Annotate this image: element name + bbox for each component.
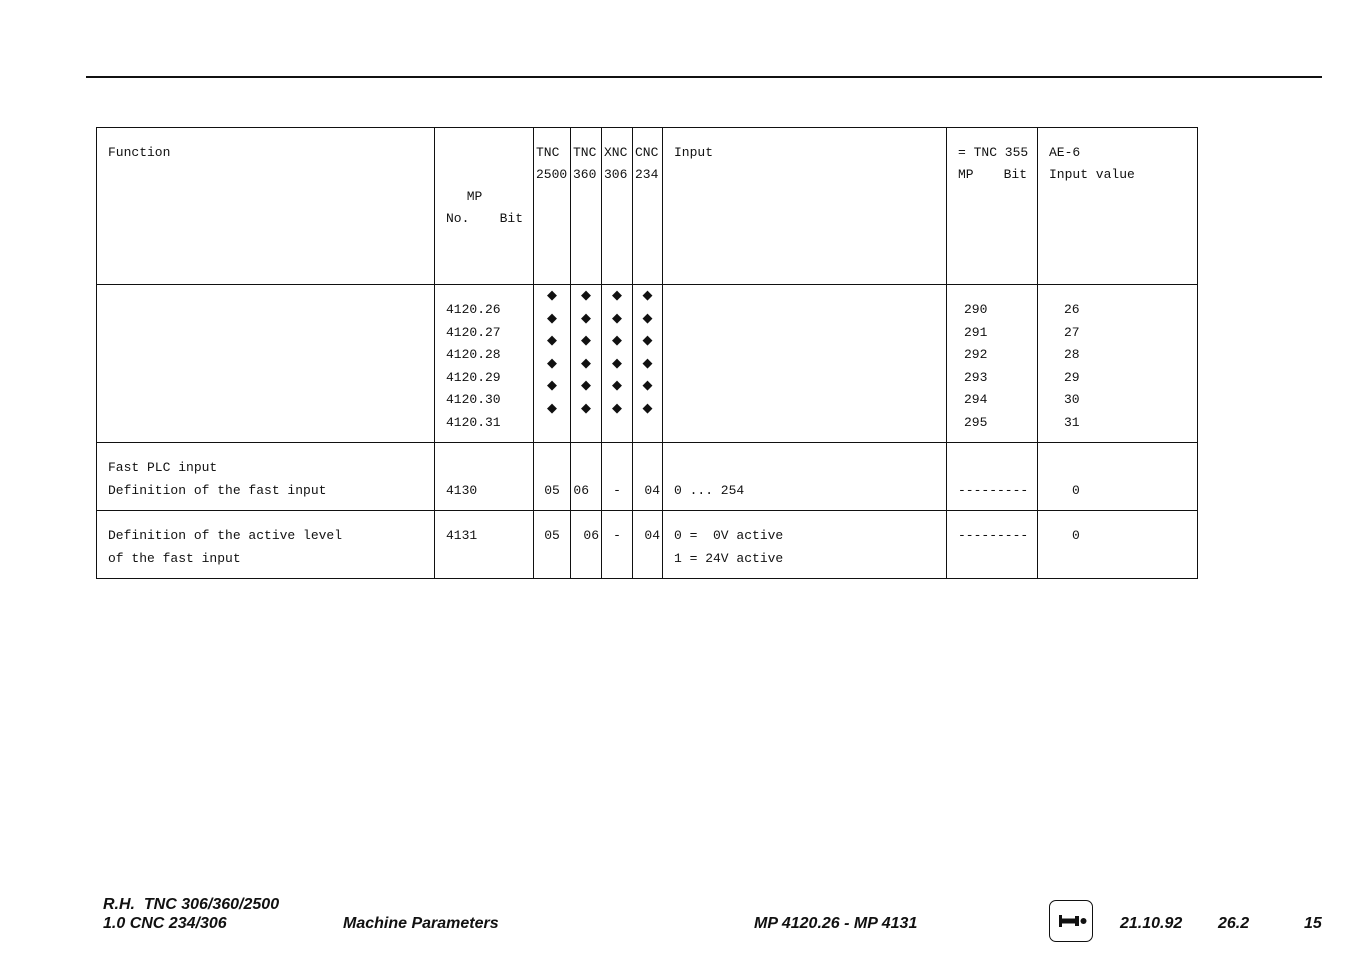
header-mp-label: MP bbox=[466, 189, 483, 204]
input-cell: 0 ... 254 bbox=[663, 443, 947, 511]
cnc234-cell: 04 bbox=[633, 443, 663, 511]
mp-cell: 4131 bbox=[435, 511, 534, 579]
diamond-marker-icon: ◆ bbox=[581, 378, 591, 393]
tnc2500-cell: 05 bbox=[534, 443, 571, 511]
mp-number: 4120.28 bbox=[446, 347, 501, 362]
mp-number: 4120.29 bbox=[446, 369, 501, 385]
table-row-4131 bbox=[97, 511, 1198, 579]
diamond-marker-icon: ◆ bbox=[581, 355, 591, 371]
footer-parameter-range: MP 4120.26 - MP 4131 bbox=[754, 915, 918, 932]
diamond-marker-icon: ◆ bbox=[547, 310, 557, 326]
function-cell: Fast PLC input Definition of the fast input bbox=[97, 443, 435, 511]
header-xnc306: XNC 306 bbox=[602, 128, 633, 285]
mp-number: 4120.27 bbox=[446, 324, 501, 340]
diamond-marker-icon: ◆ bbox=[642, 310, 653, 326]
input-cell-empty bbox=[663, 285, 947, 443]
ae6-cell: 0 bbox=[1038, 511, 1198, 579]
header-mp-bit: Bit bbox=[499, 211, 523, 226]
diamond-marker-icon: ◆ bbox=[581, 400, 591, 416]
diamond-marker-icon: ◆ bbox=[612, 333, 622, 348]
tnc360-cell: 06 bbox=[571, 511, 602, 579]
diamond-marker-icon: ◆ bbox=[547, 333, 557, 348]
footer-section-title: Machine Parameters bbox=[343, 915, 499, 932]
diamond-marker-icon: ◆ bbox=[547, 400, 557, 416]
ae6-cell: 0 bbox=[1038, 443, 1198, 511]
header-tnc360: TNC 360 bbox=[571, 128, 602, 285]
mp-number: 4120.31 bbox=[446, 414, 501, 430]
table-row-4130 bbox=[97, 443, 1198, 511]
header-ae6: AE-6 Input value bbox=[1038, 128, 1198, 285]
mp-cell: 4130 bbox=[435, 443, 534, 511]
cnc234-markers bbox=[633, 285, 663, 443]
footer-author-models: R.H. TNC 306/360/2500 bbox=[103, 896, 280, 913]
tnc355-cell: --------- bbox=[947, 511, 1038, 579]
table-header-row bbox=[97, 128, 1198, 285]
diamond-marker-icon: ◆ bbox=[612, 355, 622, 371]
function-cell-empty bbox=[97, 285, 435, 443]
header-tnc2500: TNC 2500 bbox=[534, 128, 571, 285]
footer-date: 21.10.92 bbox=[1120, 915, 1183, 932]
top-rule bbox=[86, 76, 1322, 78]
diamond-marker-icon: ◆ bbox=[547, 288, 557, 303]
diamond-marker-icon: ◆ bbox=[612, 378, 622, 393]
table-row-4120-group bbox=[97, 285, 1198, 443]
header-cnc234: CNC 234 bbox=[633, 128, 663, 285]
header-input: Input bbox=[663, 128, 947, 285]
function-cell: Definition of the active level of the fast input bbox=[97, 511, 435, 579]
diamond-marker-icon: ◆ bbox=[581, 310, 591, 326]
xnc306-markers bbox=[602, 285, 633, 443]
header-function: Function bbox=[97, 128, 435, 285]
tnc355-cell: --------- bbox=[947, 443, 1038, 511]
diamond-marker-icon: ◆ bbox=[612, 400, 622, 416]
header-mp bbox=[435, 128, 534, 285]
machine-tool-logo-icon bbox=[1049, 900, 1093, 942]
tnc360-markers bbox=[571, 285, 602, 443]
footer-version: 26.2 bbox=[1218, 915, 1250, 932]
diamond-marker-icon: ◆ bbox=[581, 333, 591, 348]
diamond-marker-icon: ◆ bbox=[642, 355, 653, 371]
cnc234-cell: 04 bbox=[633, 511, 663, 579]
diamond-marker-icon: ◆ bbox=[642, 333, 653, 348]
input-cell: 0 = 0V active 1 = 24V active bbox=[663, 511, 947, 579]
diamond-marker-icon: ◆ bbox=[642, 288, 653, 303]
tnc2500-markers bbox=[534, 285, 571, 443]
xnc306-cell: - bbox=[602, 511, 633, 579]
diamond-marker-icon: ◆ bbox=[612, 310, 622, 326]
diamond-marker-icon: ◆ bbox=[642, 400, 653, 416]
mp-number: 4120.26 bbox=[446, 302, 501, 317]
mp-number-list bbox=[435, 285, 534, 443]
tnc360-cell: 06 bbox=[571, 443, 602, 511]
page-footer bbox=[0, 894, 1351, 954]
tnc2500-cell: 05 bbox=[534, 511, 571, 579]
diamond-marker-icon: ◆ bbox=[642, 378, 653, 393]
ae6-value-list: 26 27 28 29 30 31 bbox=[1038, 285, 1198, 443]
footer-page-number: 15 bbox=[1304, 915, 1322, 932]
diamond-marker-icon: ◆ bbox=[547, 355, 557, 371]
footer-version-models: 1.0 CNC 234/306 bbox=[103, 915, 227, 932]
tnc355-number-list: 290 291 292 293 294 295 bbox=[947, 285, 1038, 443]
mp-number: 4120.30 bbox=[446, 392, 501, 407]
header-tnc355: = TNC 355 MP Bit bbox=[947, 128, 1038, 285]
xnc306-cell: - bbox=[602, 443, 633, 511]
diamond-marker-icon: ◆ bbox=[612, 288, 622, 303]
header-mp-no: No. bbox=[446, 211, 470, 226]
machine-parameter-table bbox=[96, 127, 1198, 579]
diamond-marker-icon: ◆ bbox=[581, 288, 591, 303]
diamond-marker-icon: ◆ bbox=[547, 378, 557, 393]
